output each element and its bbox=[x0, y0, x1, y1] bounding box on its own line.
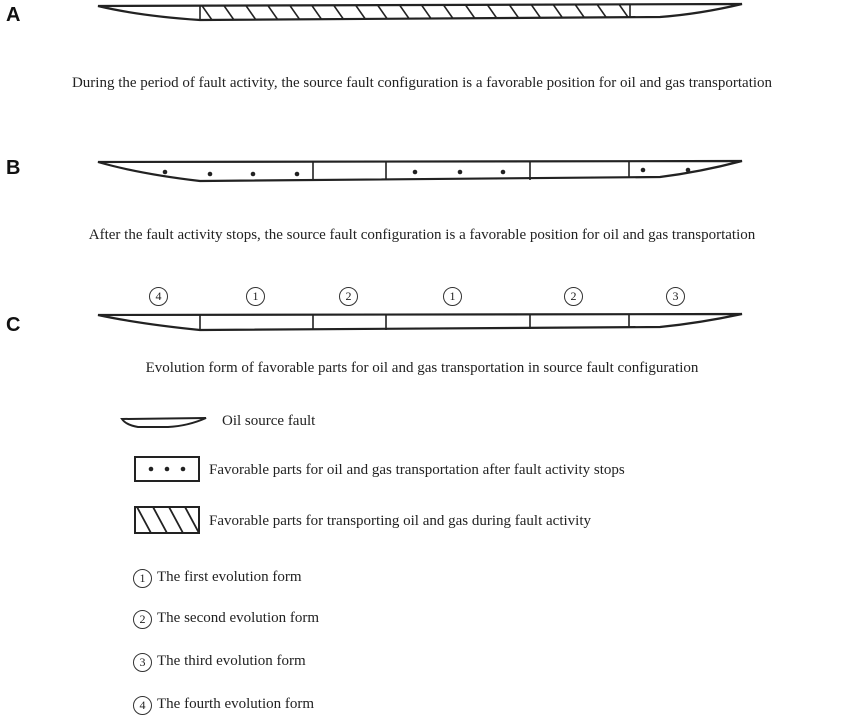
panel-c-segment-label: 4 bbox=[149, 287, 168, 306]
legend-form-4-label: The fourth evolution form bbox=[157, 696, 315, 712]
panel-b-fault-outline bbox=[98, 161, 742, 181]
legend-form-4-marker: 4 bbox=[133, 696, 152, 715]
panel-c-segment-label: 3 bbox=[666, 287, 685, 306]
legend-fault-label: Oil source fault bbox=[222, 413, 316, 429]
legend-form-1-label: The first evolution form bbox=[157, 569, 302, 585]
panel-c-fault-outline bbox=[98, 314, 742, 330]
legend-form-2-marker: 2 bbox=[133, 610, 152, 629]
panel-c-fault-diagram bbox=[0, 305, 844, 345]
panel-b-fault-diagram bbox=[0, 150, 844, 190]
legend-form-3-label: The third evolution form bbox=[157, 653, 306, 669]
legend-hatch-symbol bbox=[133, 505, 213, 537]
panel-a-caption: During the period of fault activity, the source fault configuration is a favorable position for oil and gas transportation bbox=[71, 75, 773, 91]
panel-b-caption: After the fault activity stops, the source fault configuration is a favorable position for oil and gas transportation bbox=[88, 227, 756, 243]
panel-c-segment-label: 2 bbox=[339, 287, 358, 306]
panel-c-caption: Evolution form of favorable parts for oil and gas transportation in source fault configuration bbox=[145, 360, 699, 376]
legend-form-1-marker: 1 bbox=[133, 569, 152, 588]
legend-hatch-label: Favorable parts for transporting oil and gas during fault activity bbox=[209, 513, 591, 529]
panel-b-dots bbox=[163, 168, 691, 177]
panel-a-label: A bbox=[6, 4, 21, 26]
panel-a-fault-diagram bbox=[0, 0, 844, 40]
panel-c-segment-label: 1 bbox=[443, 287, 462, 306]
legend-form-2-label: The second evolution form bbox=[157, 610, 320, 626]
legend-dots-label: Favorable parts for oil and gas transportation after fault activity stops bbox=[209, 462, 625, 478]
legend-fault-symbol bbox=[118, 413, 218, 433]
panel-c-label: C bbox=[6, 314, 21, 336]
panel-b-label: B bbox=[6, 157, 21, 179]
panel-c-segment-label: 1 bbox=[246, 287, 265, 306]
legend-form-3-marker: 3 bbox=[133, 653, 152, 672]
panel-c-segment-label: 2 bbox=[564, 287, 583, 306]
legend-dots-symbol bbox=[133, 455, 213, 485]
